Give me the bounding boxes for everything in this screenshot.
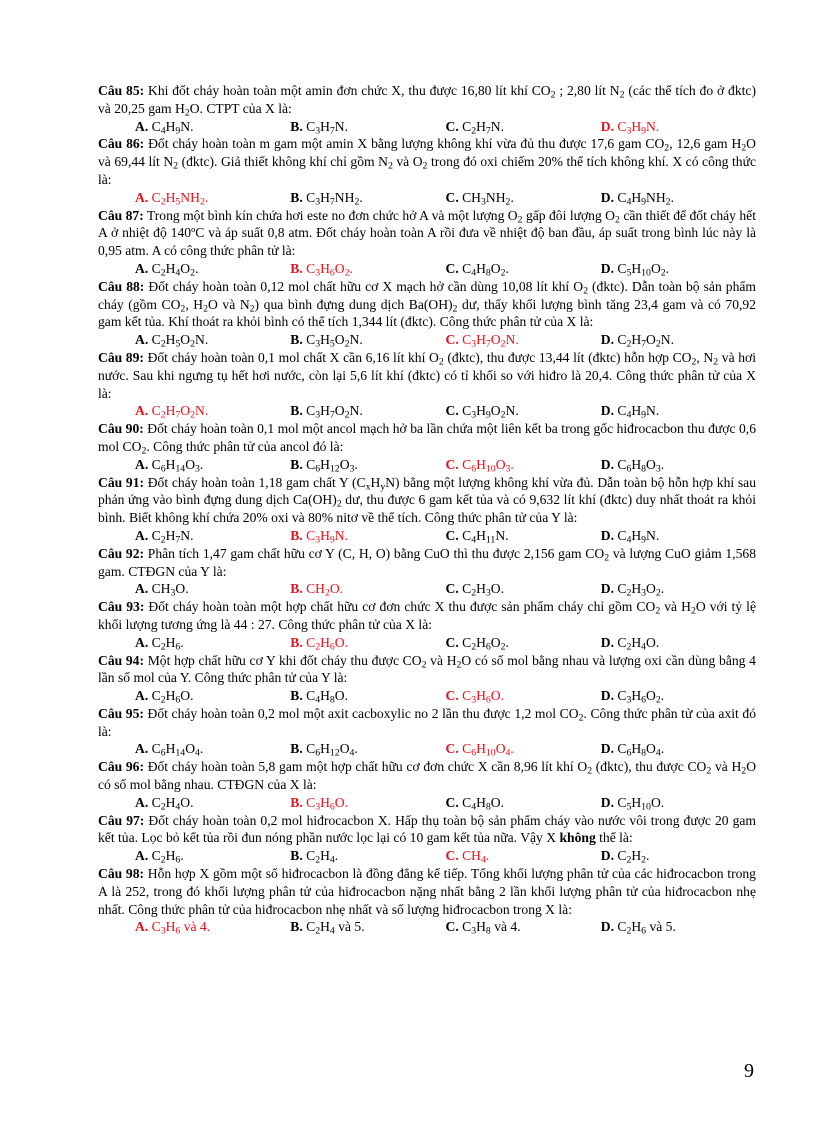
option-text: $CH_4$. (458, 848, 490, 866)
option-label: D. (600, 118, 614, 134)
option-label: A. (135, 919, 149, 935)
question-label: Câu 96: (98, 759, 144, 775)
option-text: $C_2H_5NH_2$. (148, 189, 209, 208)
option (135, 634, 290, 652)
option-text: $CH_3O$. (148, 581, 189, 599)
question-stem (98, 135, 756, 188)
question-label: Câu 95: (98, 705, 144, 721)
option-label: D. (600, 456, 614, 472)
option-correct (135, 918, 290, 936)
question-block (98, 474, 756, 545)
option-text: $C_2H_3O$. (458, 581, 505, 599)
question-label: Câu 97: (98, 812, 145, 828)
question-block (98, 278, 756, 349)
question-text: Một hợp chất hữu cơ Y khi đốt cháy thu được $CO_2$ và $H_2O$ có số mol bằng nhau và lượng oxi cần dùng bằng 4 lần số mol của Y. Công thức phân tử của Y là: (98, 652, 756, 686)
question-block (98, 135, 756, 206)
question-text: Trong một bình kín chứa hơi este no đơn chức hở A và một lượng $O_2$ gấp đôi lượng $O_2$ cần thiết để đốt cháy hết A ở nhiệt độ 140ºC và áp suất 0,8 atm. Đốt cháy hoàn toàn A rồi đưa về nhiệt độ ban đầu, áp suất trong bình lúc này là 0,95 atm. A có công thức phân tử là: (98, 207, 756, 259)
option-label: C. (445, 919, 459, 935)
option (446, 402, 601, 420)
option-correct (446, 740, 601, 758)
option (601, 402, 756, 420)
option-correct (290, 794, 445, 812)
options-row (98, 260, 756, 278)
question-stem (98, 865, 756, 918)
question-text: Phân tích 1,47 gam chất hữu cơ Y (C, H, O) bằng CuO thì thu được 2,156 gam $CO_2$ và lượng CuO giảm 1,568 gam. CTĐGN của Y là: (98, 545, 756, 579)
question-text: Đốt cháy hoàn toàn m gam một amin X bằng lượng không khí vừa đủ thu được 17,6 gam $CO_2$, 12,6 gam $H_2O$ và 69,44 lít $N_2$ (đktc). Giả thiết không khí chỉ gồm $N_2$ và $O_2$ trong đó oxi chiếm 20% thể tích không khí. X có công thức là: (98, 136, 756, 187)
option-text: $C_3H_7O_2N$. (458, 332, 519, 350)
option-text: $C_4H_9NH_2$. (613, 189, 674, 208)
option-text: $C_3H_9O_2N$. (458, 403, 519, 421)
options-row (98, 687, 756, 705)
option-label: D. (600, 919, 614, 935)
option-text: $C_4H_8O_2$. (458, 260, 509, 279)
option (601, 527, 756, 545)
option-text: $CH_3NH_2$. (458, 189, 514, 208)
option-label: B. (290, 260, 303, 276)
option-text: $C_6H_8O_4$. (613, 741, 665, 759)
option-text: $C_3H_6O$. (302, 794, 349, 813)
options-row (98, 118, 756, 136)
option-label: A. (135, 688, 149, 704)
question-text: Đốt cháy hoàn toàn 0,12 mol chất hữu cơ X mạch hở cần dùng 10,08 lít khí $O_2$ (đktc). Dẫn toàn bộ sản phẩm cháy (gồm $CO_2$, $H_2O$ và $N_2$) qua bình đựng dung dịch $Ba(OH)_2$ dư, thấy khối lượng bình tăng 23,4 gam và có 70,92 gam kết tủa. Khí thoát ra khỏi bình có thể tích 1,344 lít (đktc). Công thức phân tử của X là: (98, 278, 756, 330)
option (601, 260, 756, 278)
options-row (98, 456, 756, 474)
option-label: C. (445, 118, 459, 134)
option-label: B. (290, 688, 303, 704)
question-stem (98, 474, 756, 527)
option-label: B. (290, 189, 303, 205)
question-text: Khi đốt cháy hoàn toàn một amin đơn chức X, thu được 16,80 lít khí $CO_2$ ; 2,80 lít $N_2$ (các thể tích đo ở đktc) và 20,25 gam $H_2O$. CTPT của X là: (98, 83, 756, 119)
option-text: $C_2H_4O_2$. (148, 260, 199, 279)
option-label: B. (290, 919, 303, 935)
option-label: C. (445, 189, 459, 205)
option-text: $C_5H_{10}O$. (613, 794, 665, 813)
option-text: $C_2H_5O_2N$. (148, 332, 209, 350)
question-stem (98, 758, 756, 794)
option-label: A. (135, 581, 149, 597)
option-label: C. (445, 741, 459, 757)
question-text: Hỗn hợp X gồm một số hiđrocacbon là đồng đẳng kế tiếp. Tổng khối lượng phân tử của các hiđrocacbon trong A là 252, trong đó khối lượng phân tử của hiđrocacbon nặng nhất bằng 2 lần khối lượng phân tử của hiđrocacbon nhẹ nhất. Công thức phân tử của hiđrocacbon nhẹ nhất và số lượng hiđrocacbon trong X là: (98, 866, 756, 917)
option (446, 580, 601, 598)
option-label: C. (445, 527, 459, 543)
option (135, 740, 290, 758)
option-label: B. (290, 527, 303, 543)
question-block (98, 758, 756, 811)
option-text: $C_2H_7N$. (148, 527, 194, 546)
option (446, 118, 601, 136)
question-stem (98, 278, 756, 331)
question-block (98, 812, 756, 865)
question-label: Câu 91: (98, 474, 145, 490)
option-text: $C_3H_7O_2N$. (302, 403, 363, 421)
option-label: A. (135, 118, 149, 134)
option-correct (135, 402, 290, 420)
option-label: C. (445, 456, 459, 472)
question-label: Câu 98: (98, 866, 145, 882)
option (135, 847, 290, 865)
option-correct (446, 331, 601, 349)
option-text: $C_4H_{11}N$. (458, 527, 509, 546)
option-text: $C_2H_2$. (613, 848, 650, 866)
question-stem (98, 652, 756, 688)
option-label: A. (135, 634, 149, 650)
option (135, 580, 290, 598)
question-list (98, 82, 756, 936)
page-number: 9 (744, 1060, 754, 1082)
option-text: $C_4H_9N$. (613, 527, 660, 546)
option-label: B. (290, 848, 303, 864)
option-label: A. (135, 260, 149, 276)
question-label: Câu 87: (98, 207, 144, 223)
option-label: D. (600, 332, 614, 348)
option (135, 331, 290, 349)
question-stem (98, 705, 756, 741)
option-label: C. (445, 403, 459, 419)
option-label: A. (135, 527, 149, 543)
option-text: $C_6H_{14}O_3$. (148, 456, 204, 475)
question-stem (98, 420, 756, 456)
option (290, 189, 445, 207)
option (290, 847, 445, 865)
option-text: $C_2H_6$ và 5. (613, 919, 676, 937)
option-label: D. (600, 403, 614, 419)
question-text: Đốt cháy hoàn toàn một hợp chất hữu cơ đơn chức X thu được sản phẩm cháy chỉ gồm $CO_2$ và $H_2O$ với tỷ lệ khối lượng tương ứng là 44 : 27. Công thức phân tử của X là: (98, 599, 756, 632)
option-text: $C_2H_4$ và 5. (302, 919, 365, 937)
option (290, 331, 445, 349)
option-text: $C_3H_6O$. (458, 688, 505, 706)
option-label: A. (135, 332, 149, 348)
option-label: D. (600, 634, 614, 650)
option-label: B. (290, 794, 303, 810)
option-label: C. (445, 332, 459, 348)
option-label: B. (290, 741, 303, 757)
options-row (98, 189, 756, 207)
option (135, 118, 290, 136)
option-correct (290, 527, 445, 545)
option-correct (135, 189, 290, 207)
option-text: $C_2H_4$. (302, 848, 339, 866)
option (601, 847, 756, 865)
question-stem (98, 598, 756, 634)
question-text: Đốt cháy hoàn toàn 0,2 mol một axit cacboxylic no 2 lần thu được 1,2 mol $CO_2$. Công thức phân tử của axit đó là: (98, 705, 757, 739)
option-text: $C_2H_6$. (148, 848, 184, 866)
option-text: $C_6H_8O_3$. (613, 456, 665, 475)
question-stem (98, 82, 756, 118)
option (601, 580, 756, 598)
option-text: $C_2H_3O_2$. (613, 581, 665, 599)
option-text: $C_2H_4O$. (613, 634, 660, 653)
question-stem (98, 545, 756, 581)
question-label: Câu 94: (98, 652, 144, 668)
option-text: $CH_2O$. (302, 581, 344, 599)
option-text: $C_2H_6O$. (302, 634, 349, 653)
option-label: D. (600, 794, 614, 810)
option-correct (446, 456, 601, 474)
option-text: $C_4H_8O$. (302, 688, 349, 706)
option (135, 260, 290, 278)
options-row (98, 847, 756, 865)
option-text: $C_4H_8O$. (458, 794, 505, 813)
question-block (98, 865, 756, 936)
question-text: Đốt cháy hoàn toàn 0,1 mol chất X cần 6,16 lít khí $O_2$ (đktc), thu được 13,44 lít (đktc) hỗn hợp $CO_2$, $N_2$ và hơi nước. Sau khi ngưng tụ hết hơi nước, còn lại 5,6 lít khí (đktc) có tỉ khối so với hiđro là 20,4. Công thức phân tử của X là: (98, 349, 757, 401)
question-block (98, 705, 756, 758)
option (290, 740, 445, 758)
question-block (98, 420, 756, 473)
option-text: $C_4H_9N$. (148, 118, 194, 137)
question-stem (98, 207, 756, 260)
option (135, 456, 290, 474)
options-row (98, 794, 756, 812)
option-text: $C_2H_6O$. (148, 688, 194, 706)
option-label: D. (600, 527, 614, 543)
question-text: Đốt cháy hoàn toàn 0,2 mol hiđrocacbon X. Hấp thụ toàn bộ sản phẩm cháy vào nước vôi trong được 20 gam kết tủa. Lọc bỏ kết tủa rồi đun nóng phần nước lọc lại có 10 gam kết tủa nữa. Vậy X không thể là: (98, 812, 756, 846)
option-text: $C_6H_{10}O_3$. (458, 456, 514, 475)
option (601, 189, 756, 207)
question-label: Câu 90: (98, 421, 144, 437)
option-correct (290, 260, 445, 278)
option-label: D. (600, 581, 614, 597)
option (601, 687, 756, 705)
option-label: C. (445, 581, 459, 597)
question-text: Đốt cháy hoàn toàn 1,18 gam chất Y $(C_xH_yN)$ bằng một lượng không khí vừa đủ. Dẫn toàn bộ hỗn hợp khí sau phản ứng vào bình đựng dung dịch $Ca(OH)_2$ dư, thu được 6 gam kết tủa và có 9,632 lít khí (đktc) duy nhất thoát ra khỏi bình. Biết không khí chứa 20% oxi và 80% nitơ về thể tích. Công thức phân tử của Y là: (98, 474, 756, 526)
question-label: Câu 93: (98, 599, 145, 615)
question-text: Đốt cháy hoàn toàn 0,1 mol một ancol mạch hở ba lần chứa một liên kết ba trong gốc hiđrocacbon thu được 0,6 mol $CO_2$. Công thức phân tử của ancol đó là: (98, 421, 756, 457)
option-label: B. (290, 634, 303, 650)
option-label: D. (600, 741, 614, 757)
option-label: A. (135, 403, 149, 419)
option-label: A. (135, 456, 149, 472)
question-stem (98, 812, 756, 848)
option-label: B. (290, 456, 303, 472)
option-label: C. (445, 794, 459, 810)
option-text: $C_4H_9N$. (613, 403, 660, 421)
option-label: B. (290, 118, 303, 134)
option-text: $C_2H_7N$. (458, 118, 505, 137)
question-block (98, 349, 756, 420)
question-block (98, 545, 756, 598)
option-label: B. (290, 332, 303, 348)
option-text: $C_6H_{12}O_4$. (302, 741, 358, 759)
question-block (98, 598, 756, 651)
option-label: D. (600, 688, 614, 704)
option-correct (290, 634, 445, 652)
option (601, 331, 756, 349)
question-label: Câu 89: (98, 349, 144, 365)
options-row (98, 402, 756, 420)
option-correct (446, 687, 601, 705)
option (601, 456, 756, 474)
question-label: Câu 86: (98, 136, 145, 152)
option-text: $C_6H_{12}O_3$. (302, 456, 358, 475)
options-row (98, 918, 756, 936)
option-label: C. (445, 634, 459, 650)
option (290, 687, 445, 705)
option-label: A. (135, 741, 149, 757)
option-text: $C_3H_6O_2$. (302, 260, 353, 279)
option-label: C. (445, 848, 459, 864)
question-block (98, 652, 756, 705)
option-text: $C_2H_6O_2$. (458, 634, 509, 653)
option (290, 118, 445, 136)
option (135, 794, 290, 812)
option-label: D. (600, 848, 614, 864)
option-text: $C_2H_6$. (148, 634, 184, 653)
option (446, 527, 601, 545)
option-text: $C_3H_9N$. (613, 118, 660, 137)
option-text: $C_2H_4O$. (148, 794, 194, 813)
options-row (98, 740, 756, 758)
option-label: B. (290, 581, 303, 597)
option (135, 527, 290, 545)
question-stem (98, 349, 756, 402)
option (601, 794, 756, 812)
option-text: $C_2H_7O_2N$. (148, 403, 209, 421)
question-text: Đốt cháy hoàn toàn 5,8 gam một hợp chất hữu cơ đơn chức X cần 8,96 lít khí $O_2$ (đktc), thu được $CO_2$ và $H_2O$ có số mol bằng nhau. CTĐGN của X là: (98, 759, 757, 793)
option (446, 918, 601, 936)
options-row (98, 580, 756, 598)
option-label: D. (600, 260, 614, 276)
option-text: $C_3H_9N$. (302, 527, 349, 546)
option (601, 740, 756, 758)
question-label: Câu 92: (98, 545, 145, 561)
options-row (98, 527, 756, 545)
option-label: A. (135, 189, 149, 205)
option-correct (446, 847, 601, 865)
option (290, 918, 445, 936)
option-label: C. (445, 260, 459, 276)
option (290, 456, 445, 474)
option-text: $C_6H_{14}O_4$. (148, 741, 204, 759)
option-label: D. (600, 189, 614, 205)
option (446, 260, 601, 278)
question-block (98, 207, 756, 278)
question-block (98, 82, 756, 135)
option-text: $C_5H_{10}O_2$. (613, 260, 670, 279)
option-text: $C_3H_8$ và 4. (458, 919, 521, 937)
options-row (98, 634, 756, 652)
option (446, 634, 601, 652)
option (446, 189, 601, 207)
options-row (98, 331, 756, 349)
option-text: $C_3H_7N$. (302, 118, 349, 137)
option-text: $C_3H_5O_2N$. (302, 332, 363, 350)
option (446, 794, 601, 812)
option-correct (601, 118, 756, 136)
question-label: Câu 85: (98, 83, 145, 98)
option-label: A. (135, 794, 149, 810)
option-text: $C_2H_7O_2N$. (613, 332, 674, 350)
option (135, 687, 290, 705)
option-label: A. (135, 848, 149, 864)
option-text: $C_3H_6O_2$. (613, 688, 665, 706)
option (601, 634, 756, 652)
option-label: B. (290, 403, 303, 419)
question-label: Câu 88: (98, 278, 145, 294)
option-text: $C_3H_6$ và 4. (148, 919, 211, 937)
option-correct (290, 580, 445, 598)
option-label: C. (445, 688, 459, 704)
option-text: $C_6H_{10}O_4$. (458, 741, 514, 759)
option (601, 918, 756, 936)
option-text: $C_3H_7NH_2$. (302, 189, 363, 208)
option (290, 402, 445, 420)
